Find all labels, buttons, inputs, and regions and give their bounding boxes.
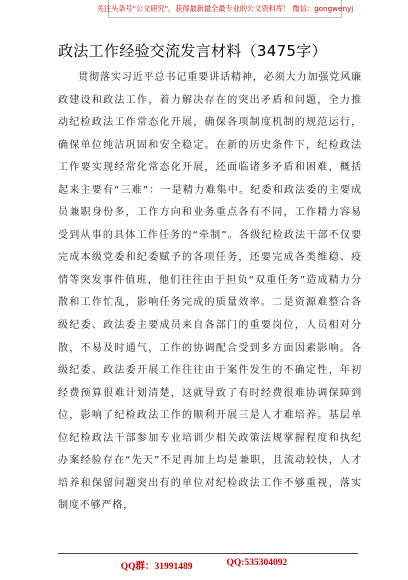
document-body-paragraph: 贯彻落实习近平总书记重要讲话精神，必须大力加强党风廉政建设和政法工作，着力解决存在的突出矛盾和问题，全力推动纪检政法工作常态化开展，确保各项制度机制的规范运行，确保单位纯洁巩固和安全稳定。在新的历史条件下，纪检政法工作要实现经常化常态化开展，还面临诸多矛盾和困难，概括起来主要有“三难”：一是精力难集中。纪委和政法委的主要成员兼职身份多，工作方向和业务重点各有不同，工作精力容易受到从事的具体工作任务的“牵制”。各级纪检政法干部不仅要完成本级党委和纪委赋予的各项任务，还要完成各类维稳、疫情等突发事件值班，他们往往由于担负“双重任务”造成精力分散和工作忙乱，影响任务完成的质量效率。二是资源难整合各级纪委、政法委主要成员来自各部门的重要岗位，人员相对分散，不易及时通气，工作的协调配合受到多方面因素影响。各级纪委、政法委开展工作往往由于案件发生的不确定性，年初经费预算很难计划清楚，这就导致了有时经费很难协调保障到位，影响了纪检政法工作的顺利开展三是人才难培养。基层单位纪检政法干部参加专业培训少相关政策法规掌握程度和执纪办案经验存在“先天”不足再加上均是兼职，且流动较快，人才培养和保留问题突出有的单位对纪检政法工作不够重视，落实制度不够严格，	[58, 72, 362, 512]
document-title: 政法工作经验交流发言材料（3475字）	[58, 42, 327, 60]
footer-qq: QQ:535304092	[226, 558, 288, 568]
header-notice-text: 关注头条号"公文研究"，获得最新最全最专业的公文资料库！ 微信：gongwenyj	[96, 3, 354, 13]
footer-contact	[0, 558, 408, 572]
header-notice-box	[96, 0, 354, 18]
footer-divider	[58, 553, 358, 554]
footer-qq-group: QQ群：31991489	[120, 562, 193, 572]
